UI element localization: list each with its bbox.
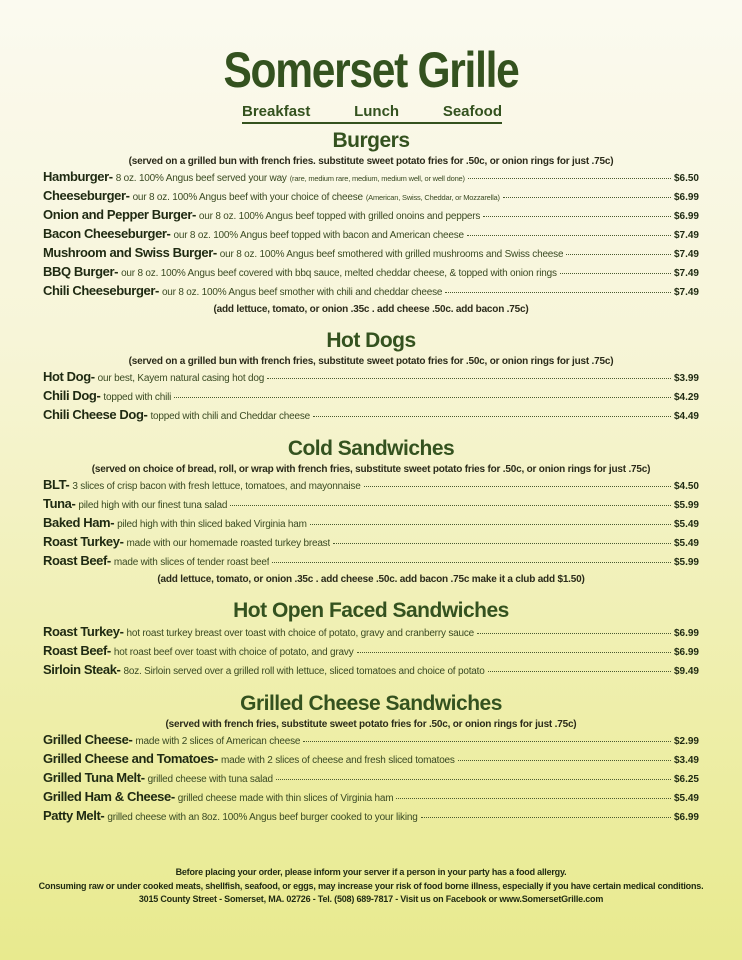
dot-leader (396, 798, 671, 799)
allergy-notice: Before placing your order, please inform your server if a person in your party has a food allergy. (175, 867, 567, 877)
section-spacer (43, 588, 699, 598)
item-description: hot roast turkey breast over toast with choice of potato, gravy and cranberry sauce (126, 628, 475, 639)
menu-item (43, 264, 699, 283)
dot-leader (310, 524, 671, 525)
item-name: BLT- (43, 477, 70, 492)
item-name: Bacon Cheeseburger- (43, 226, 171, 241)
menu-item (43, 207, 699, 226)
section-heading: Hot Open Faced Sandwiches (233, 599, 509, 622)
menu-section (43, 588, 699, 681)
item-price: $6.99 (673, 628, 699, 639)
item-price: $3.99 (673, 373, 699, 384)
dot-leader (477, 633, 671, 634)
item-name: Chili Cheese Dog- (43, 407, 148, 422)
dot-leader (445, 292, 671, 293)
dot-leader (276, 779, 671, 780)
menu-item (43, 169, 699, 188)
restaurant-title: Somerset Grille (223, 42, 519, 98)
menu-item (43, 496, 699, 515)
item-name: Chili Cheeseburger- (43, 283, 159, 298)
item-description: topped with chili (103, 392, 172, 403)
section-note: (served with french fries, substitute sweet potato fries for .50c, or onion rings for just .75c) (165, 719, 577, 730)
item-description: our 8 oz. 100% Angus beef smother with chili and cheddar cheese (161, 287, 443, 298)
item-description: topped with chili and Cheddar cheese (150, 411, 311, 422)
item-description: our 8 oz. 100% Angus beef covered with bbq sauce, melted cheddar cheese, & topped with onion rings (121, 268, 557, 279)
menu-item (43, 369, 699, 388)
dot-leader (313, 416, 671, 417)
subtitle-seafood: Seafood (442, 103, 502, 120)
contact-info: 3015 County Street - Somerset, MA. 02726 - Tel. (508) 689-7817 - Visit us on Facebook or www.SomersetGrille.com (138, 894, 604, 904)
menu-item (43, 624, 699, 643)
subtitle-lunch: Lunch (354, 103, 400, 120)
section-heading: Grilled Cheese Sandwiches (240, 692, 502, 715)
dot-leader (566, 254, 671, 255)
menu-subtitle (242, 103, 502, 124)
item-price: $6.99 (673, 211, 699, 222)
menu-item (43, 388, 699, 407)
item-description: made with 2 slices of American cheese (135, 736, 301, 747)
item-price: $4.49 (673, 411, 699, 422)
item-description: grilled cheese with tuna salad (147, 774, 273, 785)
item-name: BBQ Burger- (43, 264, 119, 279)
item-description: hot roast beef over toast with choice of potato, and gravy (113, 647, 354, 658)
menu-item (43, 188, 699, 207)
item-description: our 8 oz. 100% Angus beef with your choice of cheese (132, 192, 363, 203)
dot-leader (458, 760, 671, 761)
section-heading: Cold Sandwiches (287, 437, 455, 460)
dot-leader (230, 505, 671, 506)
menu-item (43, 534, 699, 553)
subtitle-breakfast: Breakfast (242, 103, 311, 120)
item-price: $6.50 (673, 173, 699, 184)
menu-item (43, 662, 699, 681)
footer (0, 866, 742, 907)
menu-section (43, 128, 699, 318)
dot-leader (272, 562, 671, 563)
item-description: grilled cheese with an 8oz. 100% Angus beef burger cooked to your liking (107, 812, 418, 823)
item-name: Roast Turkey- (43, 534, 124, 549)
dot-leader (364, 486, 671, 487)
item-name: Hot Dog- (43, 369, 95, 384)
item-name: Baked Ham- (43, 515, 115, 530)
item-description: grilled cheese made with thin slices of Virginia ham (177, 793, 394, 804)
item-price: $6.99 (673, 192, 699, 203)
item-name: Onion and Pepper Burger- (43, 207, 196, 222)
item-name: Grilled Cheese- (43, 732, 133, 747)
item-name: Tuna- (43, 496, 76, 511)
item-description: our best, Kayem natural casing hot dog (97, 373, 265, 384)
menu-item (43, 789, 699, 808)
section-addons: (add lettuce, tomato, or onion .35c . add cheese .50c. add bacon .75c) (213, 304, 529, 315)
item-description: made with our homemade roasted turkey breast (126, 538, 331, 549)
item-price: $7.49 (673, 249, 699, 260)
menu-section (43, 681, 699, 827)
item-price: $6.99 (673, 812, 699, 823)
item-price: $5.49 (673, 538, 699, 549)
item-name: Chili Dog- (43, 388, 101, 403)
item-name: Mushroom and Swiss Burger- (43, 245, 217, 260)
menu-item (43, 770, 699, 789)
item-name: Grilled Cheese and Tomatoes- (43, 751, 218, 766)
section-heading: Burgers (332, 129, 410, 152)
dot-leader (267, 378, 671, 379)
section-heading: Hot Dogs (326, 329, 416, 352)
dot-leader (488, 671, 671, 672)
dot-leader (357, 652, 671, 653)
menu-item (43, 643, 699, 662)
dot-leader (467, 235, 671, 236)
item-price: $5.49 (673, 519, 699, 530)
item-description: piled high with thin sliced baked Virginia ham (117, 519, 307, 530)
health-warning: Consuming raw or under cooked meats, shellfish, seafood, or eggs, may increase your risk of food borne illness, especially if you have certain medical conditions. (38, 880, 704, 891)
item-price: $5.99 (673, 500, 699, 511)
menu-section (43, 426, 699, 588)
item-price: $4.50 (673, 481, 699, 492)
item-name: Sirloin Steak- (43, 662, 121, 677)
section-note: (served on choice of bread, roll, or wrap with french fries, substitute sweet potato fries for .50c, or onion rings for just .75c) (91, 464, 651, 475)
section-spacer (43, 318, 699, 328)
item-name: Patty Melt- (43, 808, 105, 823)
item-description: made with 2 slices of cheese and fresh sliced tomatoes (220, 755, 455, 766)
item-price: $5.99 (673, 557, 699, 568)
item-description: our 8 oz. 100% Angus beef topped with bacon and American cheese (173, 230, 464, 241)
item-options: (American, Swiss, Cheddar, or Mozzarella) (365, 193, 500, 202)
section-note: (served on a grilled bun with french fries. substitute sweet potato fries for .50c, or onion rings for just .75c) (128, 156, 614, 167)
item-name: Roast Beef- (43, 553, 111, 568)
item-price: $7.49 (673, 287, 699, 298)
item-description: our 8 oz. 100% Angus beef topped with grilled onoins and peppers (198, 211, 481, 222)
section-spacer (43, 681, 699, 691)
dot-leader (333, 543, 671, 544)
item-description: 8 oz. 100% Angus beef served your way (115, 173, 287, 184)
item-description: 8oz. Sirloin served over a grilled roll with lettuce, sliced tomatoes and choice of potato (123, 666, 485, 677)
dot-leader (421, 817, 671, 818)
item-price: $7.49 (673, 268, 699, 279)
item-price: $7.49 (673, 230, 699, 241)
dot-leader (483, 216, 671, 217)
dot-leader (503, 197, 671, 198)
item-price: $4.29 (673, 392, 699, 403)
item-price: $6.25 (673, 774, 699, 785)
menu-item (43, 751, 699, 770)
item-description: made with slices of tender roast beef (113, 557, 270, 568)
item-name: Roast Turkey- (43, 624, 124, 639)
menu-item (43, 553, 699, 572)
menu-section (43, 318, 699, 426)
section-note: (served on a grilled bun with french fries, substitute sweet potato fries for .50c, or onion rings for just .75c) (128, 356, 614, 367)
item-description: our 8 oz. 100% Angus beef smothered with grilled mushrooms and Swiss cheese (219, 249, 564, 260)
dot-leader (174, 397, 671, 398)
item-description: 3 slices of crisp bacon with fresh lettuce, tomatoes, and mayonnaise (72, 481, 361, 492)
menu-item (43, 226, 699, 245)
menu-item (43, 245, 699, 264)
menu-item (43, 732, 699, 751)
item-price: $5.49 (673, 793, 699, 804)
item-name: Grilled Ham & Cheese- (43, 789, 175, 804)
item-name: Grilled Tuna Melt- (43, 770, 145, 785)
menu-item (43, 283, 699, 302)
dot-leader (303, 741, 671, 742)
item-name: Cheeseburger- (43, 188, 130, 203)
menu-item (43, 808, 699, 827)
section-spacer (43, 426, 699, 436)
item-price: $3.49 (673, 755, 699, 766)
item-price: $2.99 (673, 736, 699, 747)
item-price: $9.49 (673, 666, 699, 677)
menu-item (43, 407, 699, 426)
dot-leader (560, 273, 671, 274)
item-description: piled high with our finest tuna salad (78, 500, 228, 511)
dot-leader (468, 178, 671, 179)
menu-body (43, 128, 699, 827)
menu-item (43, 477, 699, 496)
item-price: $6.99 (673, 647, 699, 658)
item-name: Hamburger- (43, 169, 113, 184)
menu-item (43, 515, 699, 534)
item-options: (rare, medium rare, medium, medium well, or well done) (289, 174, 465, 183)
item-name: Roast Beef- (43, 643, 111, 658)
section-addons: (add lettuce, tomato, or onion .35c . add cheese .50c. add bacon .75c make it a club add $1.50) (157, 574, 585, 585)
